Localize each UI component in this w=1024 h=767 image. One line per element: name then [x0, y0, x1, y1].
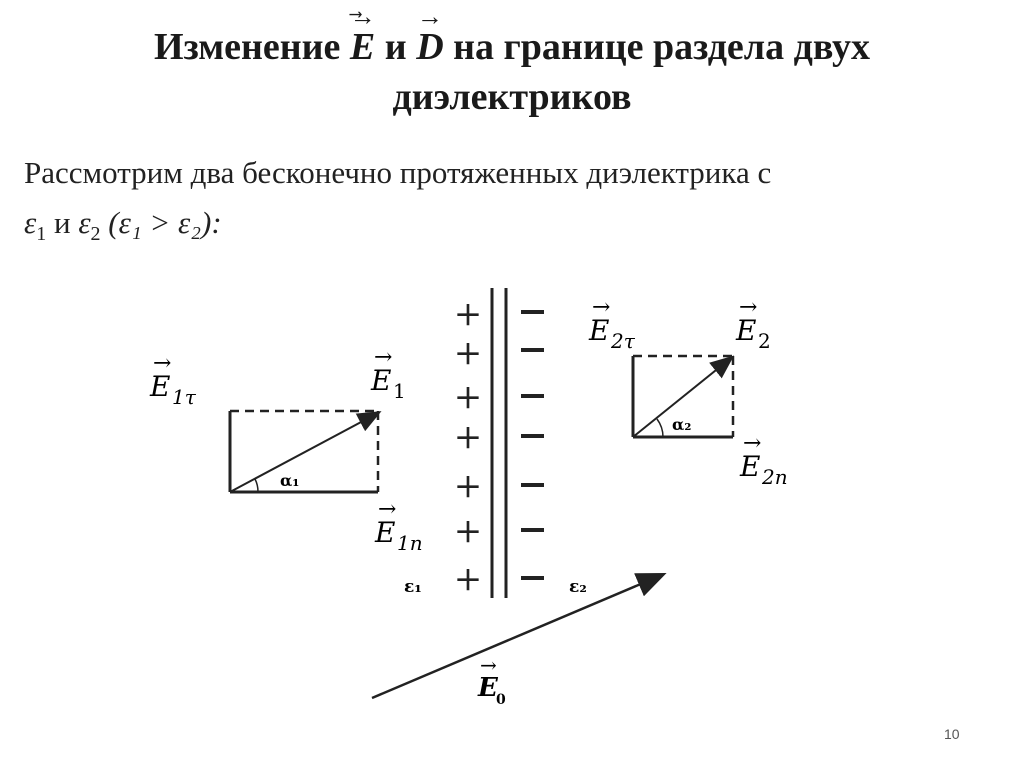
svg-text:→: → [374, 345, 393, 370]
plus-sign: + [453, 559, 483, 599]
title-prefix: Изменение [153, 26, 350, 68]
svg-text:→: → [592, 295, 611, 320]
svg-text:→: → [743, 431, 762, 456]
label-e1-n [374, 497, 423, 555]
plus-sign: + [453, 377, 483, 417]
vector-d-symbol: → D [416, 2, 444, 68]
svg-text:2: 2 [758, 329, 771, 353]
svg-text:→: → [739, 295, 758, 320]
label-eps-2: ε₂ [569, 577, 587, 597]
positive-charges [454, 294, 483, 599]
svg-text:1τ: 1τ [172, 385, 196, 409]
svg-text:E: E [150, 370, 171, 403]
svg-text:E: E [589, 314, 610, 347]
svg-text:1: 1 [393, 379, 406, 403]
svg-text:→: → [153, 351, 172, 376]
svg-text:E: E [740, 450, 761, 483]
svg-text:1n: 1n [397, 531, 423, 555]
plus-sign: + [453, 294, 483, 334]
vector-e-symbol: → E [349, 2, 376, 68]
label-alpha-1: α₁ [280, 471, 300, 490]
label-alpha-2: α₂ [672, 415, 692, 434]
svg-text:→: → [378, 497, 397, 522]
page-number: 10 [944, 726, 960, 742]
label-e2 [735, 295, 771, 353]
label-eps-1: ε₁ [404, 577, 422, 597]
svg-text:0: 0 [496, 692, 506, 708]
plus-sign: + [453, 511, 483, 551]
title-line-2: диэлектриков [392, 76, 632, 118]
svg-text:2n: 2n [762, 465, 788, 489]
label-e0 [477, 653, 506, 708]
svg-text:E: E [736, 314, 757, 347]
svg-text:E: E [375, 516, 396, 549]
intro-line-1: Рассмотрим два бесконечно протяженных диэлектрика с [24, 155, 772, 190]
plus-sign: + [453, 333, 483, 373]
svg-text:→: → [480, 653, 497, 677]
label-e1-tau [149, 351, 197, 409]
e1-decomposition [230, 411, 378, 492]
svg-text:E: E [371, 364, 392, 397]
title-and: и [375, 26, 417, 68]
label-e2-tau [588, 295, 636, 353]
negative-charges [521, 312, 544, 578]
label-e2-n [739, 431, 788, 489]
intro-line-2: $\varepsilon_1$ и $\varepsilon_2$ (ε₁ > ε₂): [24, 205, 222, 246]
plus-sign: + [453, 466, 483, 506]
label-e1 [370, 345, 406, 403]
title-suffix: на границе раздела двух [443, 26, 871, 68]
plus-sign: + [453, 417, 483, 457]
svg-text:E: E [478, 673, 498, 703]
svg-text:2τ: 2τ [611, 329, 635, 353]
